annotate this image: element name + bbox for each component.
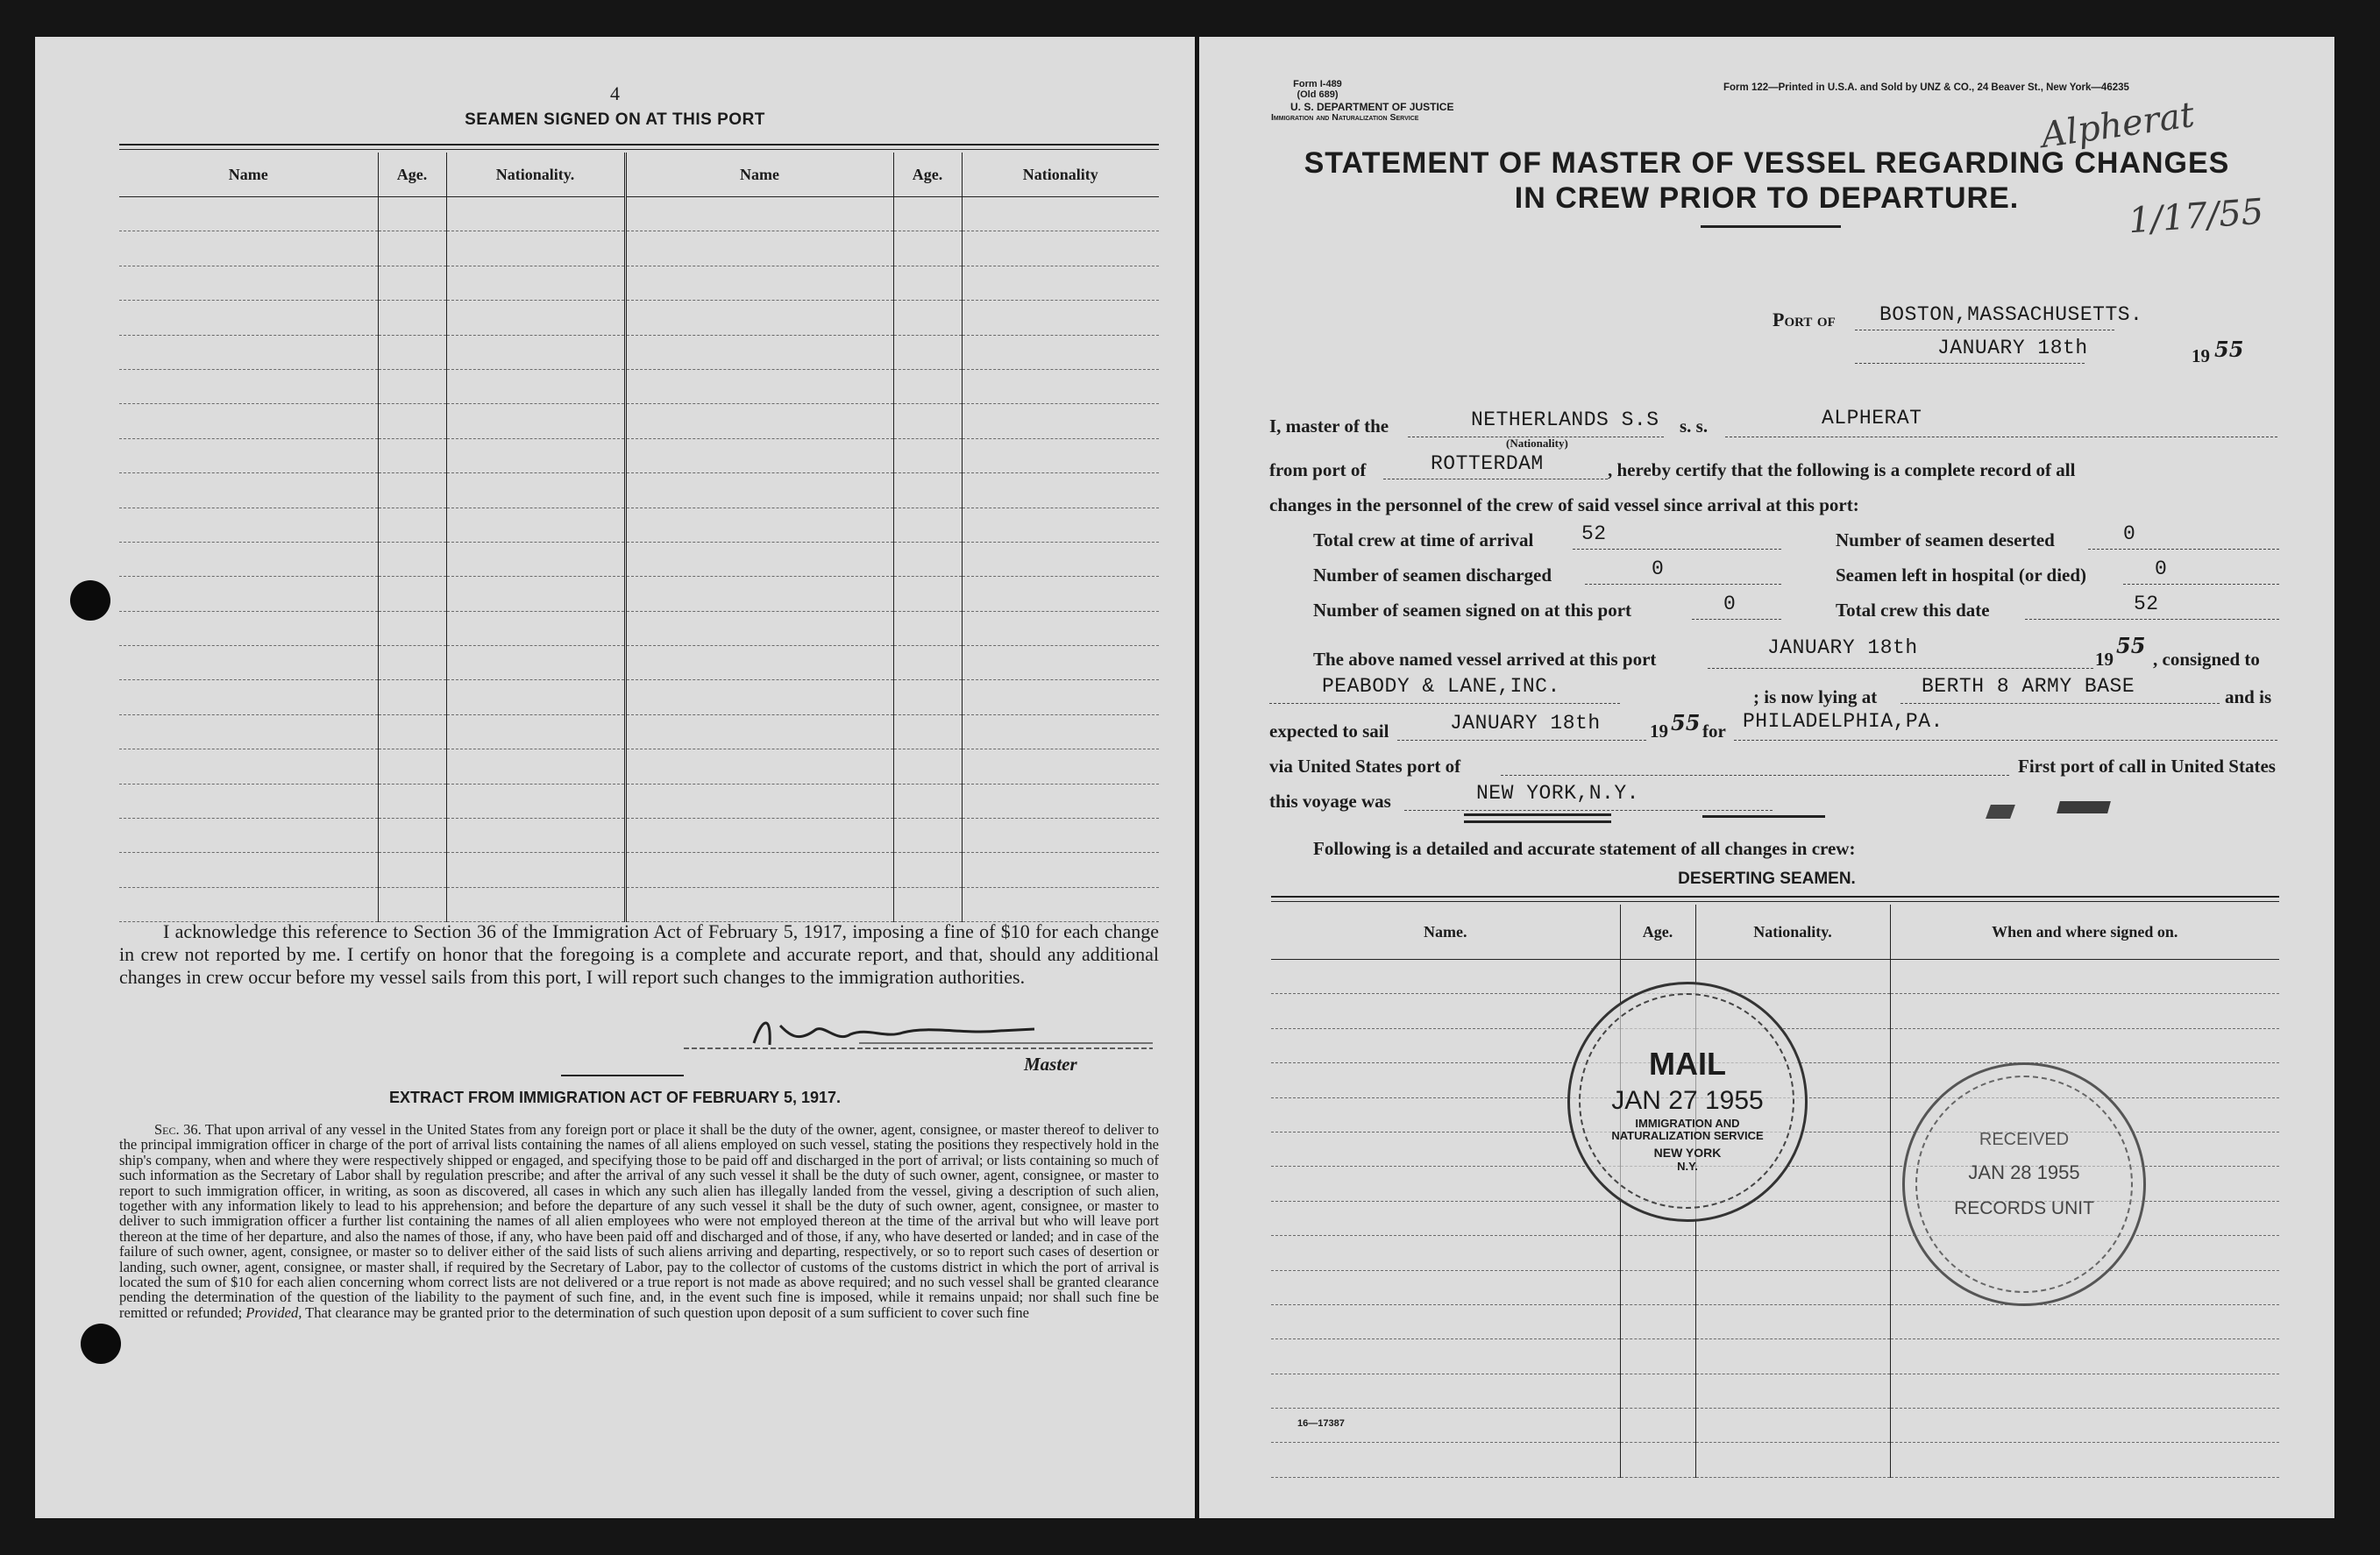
table-cell bbox=[962, 301, 1159, 335]
form-title-line2: IN CREW PRIOR TO DEPARTURE. bbox=[1514, 181, 2020, 215]
stamp-date: JAN 27 1955 bbox=[1611, 1086, 1764, 1115]
table-cell bbox=[1695, 1236, 1890, 1270]
table-cell bbox=[893, 438, 962, 472]
extract-provided: Provided, bbox=[245, 1303, 302, 1321]
table-cell bbox=[378, 714, 446, 749]
table-cell bbox=[625, 577, 893, 611]
table-cell bbox=[119, 197, 378, 231]
table-cell bbox=[378, 197, 446, 231]
table-cell bbox=[625, 508, 893, 542]
table-cell bbox=[625, 335, 893, 369]
extract-tail: That clearance may be granted prior to the determination of such question upon deposit of a sum sufficient to cover such fine bbox=[305, 1303, 1029, 1321]
table-cell bbox=[119, 542, 378, 576]
table-cell bbox=[1271, 1443, 1620, 1477]
table-cell bbox=[378, 231, 446, 266]
table-cell bbox=[893, 369, 962, 403]
port-value: BOSTON,MASSACHUSETTS. bbox=[1879, 303, 2143, 326]
table-cell bbox=[1271, 1236, 1620, 1270]
table-cell bbox=[1271, 960, 1620, 994]
table-cell bbox=[962, 646, 1159, 680]
table-cell bbox=[893, 819, 962, 853]
table-cell bbox=[893, 508, 962, 542]
table-cell bbox=[378, 266, 446, 300]
table-cell bbox=[1695, 1339, 1890, 1374]
arrived-label: The above named vessel arrived at this port bbox=[1313, 649, 1657, 670]
hospital-label: Seamen left in hospital (or died) bbox=[1836, 564, 2087, 586]
arrived-value: JANUARY 18th bbox=[1767, 636, 1918, 659]
handwritten-date: 1/17/55 bbox=[2127, 191, 2265, 242]
col-header: Name. bbox=[1271, 905, 1620, 960]
table-row bbox=[119, 231, 1159, 266]
table-cell bbox=[625, 714, 893, 749]
table-cell bbox=[1271, 1028, 1620, 1062]
table-cell bbox=[446, 335, 625, 369]
table-row bbox=[119, 369, 1159, 403]
table-cell bbox=[446, 784, 625, 818]
table-cell bbox=[625, 680, 893, 714]
table-cell bbox=[119, 266, 378, 300]
left-page bbox=[35, 37, 1195, 1518]
table-cell bbox=[119, 646, 378, 680]
table-cell bbox=[625, 611, 893, 645]
table-cell bbox=[893, 646, 962, 680]
table-cell bbox=[378, 680, 446, 714]
table-cell bbox=[446, 646, 625, 680]
table-cell bbox=[962, 266, 1159, 300]
table-row bbox=[119, 508, 1159, 542]
table-cell bbox=[446, 542, 625, 576]
table-cell bbox=[893, 301, 962, 335]
table-cell bbox=[378, 784, 446, 818]
deserted-label: Number of seamen deserted bbox=[1836, 529, 2055, 550]
col-header: Age. bbox=[893, 153, 962, 197]
table-cell bbox=[1620, 1304, 1695, 1338]
table-cell bbox=[962, 542, 1159, 576]
table-cell bbox=[962, 404, 1159, 438]
table-cell bbox=[119, 714, 378, 749]
table-cell bbox=[625, 819, 893, 853]
table-cell bbox=[625, 231, 893, 266]
table-cell bbox=[962, 819, 1159, 853]
table-row bbox=[119, 266, 1159, 300]
table-cell bbox=[446, 369, 625, 403]
extract-body: That upon arrival of any vessel in the United States from any foreign port or place it shall be the duty of the owner, agent, consignee, or master thereof to deliver to the principal immigration officer in charge of the port of arrival lists containing the names of all aliens employed on such vessel, stating the positions they respectively hold in the ship's company, when and where they were respectively shipped or engaged, and specifying those to be paid off and discharged in the port of arrival; or lists containing so much of such information as the Secretary of Labor shall by regulation prescribe; and after the arrival of any such vessel it shall be the duty of such owner, agent, consignee, or master to report to such immigration officer, in writing, as soon as discovered, all cases in which any such alien has illegally landed from the vessel, giving a description of such alien, together with any information likely to lead to his apprehension; and before the departure of any such vessel it shall be the duty of such owner, agent, consignee, or master to deliver to such immigration officer a further list containing the names of all alien employees who were not employed thereon at the time of the arrival but who will leave port thereon at the time of her departure, and also the names of those, if any, who have been paid off and discharged and of those, if any, who have deserted or landed; and in case of the failure of such owner, agent, consignee, or master so to deliver either of the said lists of such aliens arriving and departing, respectively, or so to report such cases of desertion or landing, such owner, agent, consignee, or master shall, if required by the Secretary of Labor, pay to the collector of customs of the customs district in which the port of arrival is located the sum of $10 for each alien concerning whom correct lists are not delivered or a true report is not made as above required; and no such vessel shall be granted clearance pending the determination of the question of the liability to the payment of such fine, and, in the event such fine is imposed, while it remains unpaid; nor shall such fine be remitted or refunded; bbox=[119, 1121, 1159, 1321]
table-cell bbox=[378, 508, 446, 542]
table-cell bbox=[446, 473, 625, 508]
table-cell bbox=[1620, 1374, 1695, 1408]
table-cell bbox=[446, 887, 625, 921]
table-row bbox=[119, 404, 1159, 438]
table-cell bbox=[378, 473, 446, 508]
title-underline bbox=[1701, 225, 1841, 228]
right-page bbox=[1199, 37, 2334, 1518]
stamp-mail: MAIL bbox=[1649, 1046, 1726, 1082]
table-cell bbox=[962, 508, 1159, 542]
table-cell bbox=[378, 611, 446, 645]
table-cell bbox=[893, 335, 962, 369]
table-cell bbox=[119, 508, 378, 542]
table-cell bbox=[378, 438, 446, 472]
table-cell bbox=[625, 887, 893, 921]
table-cell bbox=[625, 542, 893, 576]
table-row bbox=[119, 542, 1159, 576]
signed-on-value: 0 bbox=[1723, 593, 1737, 615]
total-crew-arrival-label: Total crew at time of arrival bbox=[1313, 529, 1534, 550]
table-cell bbox=[446, 508, 625, 542]
arrived-year: 55 bbox=[2116, 633, 2146, 658]
expected-value: JANUARY 18th bbox=[1450, 712, 1601, 735]
ink-smudge bbox=[1986, 805, 2015, 819]
table-cell bbox=[1890, 960, 2279, 994]
table-cell bbox=[1271, 1270, 1620, 1304]
table-cell bbox=[119, 438, 378, 472]
table-cell bbox=[962, 887, 1159, 921]
voyage-strike bbox=[1702, 815, 1825, 818]
discharged-label: Number of seamen discharged bbox=[1313, 564, 1552, 586]
table-row bbox=[119, 819, 1159, 853]
table-cell bbox=[119, 784, 378, 818]
col-header: Name bbox=[119, 153, 378, 197]
col-header: Nationality. bbox=[1695, 905, 1890, 960]
form-title-line1: STATEMENT OF MASTER OF VESSEL REGARDING CHANGES bbox=[1304, 146, 2230, 180]
table-cell bbox=[446, 853, 625, 887]
table-cell bbox=[1890, 1409, 2279, 1443]
table-row bbox=[119, 335, 1159, 369]
table-cell bbox=[625, 749, 893, 784]
table-cell bbox=[1271, 1167, 1620, 1201]
table-row bbox=[119, 197, 1159, 231]
table-cell bbox=[119, 853, 378, 887]
table-cell bbox=[446, 749, 625, 784]
table-cell bbox=[893, 749, 962, 784]
table-cell bbox=[893, 887, 962, 921]
table-cell bbox=[893, 266, 962, 300]
table-cell bbox=[1271, 1132, 1620, 1166]
table-cell bbox=[446, 714, 625, 749]
table-cell bbox=[446, 438, 625, 472]
table-cell bbox=[893, 680, 962, 714]
table-cell bbox=[378, 301, 446, 335]
table-row bbox=[119, 680, 1159, 714]
section-title: SEAMEN SIGNED ON AT THIS PORT bbox=[465, 110, 765, 129]
table-cell bbox=[119, 231, 378, 266]
table-cell bbox=[446, 680, 625, 714]
and-is-label: and is bbox=[2225, 686, 2272, 707]
table-row bbox=[119, 438, 1159, 472]
table-row bbox=[1271, 1339, 2279, 1374]
table-top-rule-2 bbox=[1271, 901, 2279, 902]
table-cell bbox=[1271, 1339, 1620, 1374]
table-cell bbox=[1620, 1236, 1695, 1270]
table-cell bbox=[378, 369, 446, 403]
table-cell bbox=[625, 853, 893, 887]
master-of-label: I, master of the bbox=[1269, 415, 1389, 437]
date-value: JANUARY 18th bbox=[1937, 337, 2088, 359]
table-cell bbox=[378, 335, 446, 369]
voyage-label: this voyage was bbox=[1269, 791, 1391, 812]
table-cell bbox=[378, 749, 446, 784]
service: Immigration and Naturalization Service bbox=[1271, 112, 1419, 123]
stamp-city: NEW YORK bbox=[1653, 1146, 1722, 1160]
voyage-value: NEW YORK,N.Y. bbox=[1476, 782, 1639, 805]
table-row bbox=[119, 887, 1159, 921]
signed-on-label: Number of seamen signed on at this port bbox=[1313, 600, 1632, 621]
table-cell bbox=[446, 197, 625, 231]
table-cell bbox=[446, 819, 625, 853]
table-cell bbox=[893, 197, 962, 231]
table-cell bbox=[625, 473, 893, 508]
table-cell bbox=[625, 646, 893, 680]
table-cell bbox=[893, 404, 962, 438]
port-label: Port of bbox=[1773, 309, 1836, 330]
table-cell bbox=[962, 577, 1159, 611]
ink-smudge bbox=[2057, 801, 2111, 813]
table-cell bbox=[962, 749, 1159, 784]
total-crew-date-label: Total crew this date bbox=[1836, 600, 1990, 621]
nationality-value: NETHERLANDS S.S bbox=[1471, 408, 1659, 431]
table-cell bbox=[1620, 1409, 1695, 1443]
table-cell bbox=[625, 266, 893, 300]
table-cell bbox=[893, 714, 962, 749]
table-cell bbox=[625, 404, 893, 438]
table-top-rule bbox=[1271, 896, 2279, 898]
year-prefix: 19 bbox=[2095, 649, 2114, 670]
table-cell bbox=[1620, 1339, 1695, 1374]
table-row bbox=[1271, 1270, 2279, 1304]
table-cell bbox=[446, 611, 625, 645]
table-row bbox=[119, 749, 1159, 784]
handwritten-vessel: Alpherat bbox=[2038, 94, 2198, 157]
for-label: for bbox=[1702, 721, 1726, 742]
table-cell bbox=[446, 231, 625, 266]
changes-text: changes in the personnel of the crew of said vessel since arrival at this port: bbox=[1269, 494, 1859, 515]
table-cell bbox=[1890, 1443, 2279, 1477]
table-cell bbox=[1271, 1201, 1620, 1235]
master-signature bbox=[649, 1008, 1157, 1061]
lying-label: ; is now lying at bbox=[1753, 686, 1878, 707]
table-cell bbox=[1695, 1409, 1890, 1443]
table-cell bbox=[119, 680, 378, 714]
table-row bbox=[119, 853, 1159, 887]
table-cell bbox=[119, 404, 378, 438]
extract-text bbox=[119, 1122, 1159, 1320]
form-number: Form I-489 bbox=[1293, 79, 1342, 89]
voyage-strike bbox=[1464, 813, 1611, 816]
table-cell bbox=[962, 231, 1159, 266]
punch-hole bbox=[81, 1324, 121, 1364]
consignee-value: PEABODY & LANE,INC. bbox=[1322, 675, 1560, 698]
table-cell bbox=[893, 784, 962, 818]
table-cell bbox=[119, 611, 378, 645]
col-header: Nationality bbox=[962, 153, 1159, 197]
table-cell bbox=[1271, 994, 1620, 1028]
first-port-label: First port of call in United States bbox=[2018, 756, 2276, 777]
year-prefix: 19 bbox=[1650, 721, 1668, 742]
deserting-title: DESERTING SEAMEN. bbox=[1678, 870, 1856, 888]
table-row bbox=[119, 611, 1159, 645]
table-cell bbox=[962, 197, 1159, 231]
extract-title: EXTRACT FROM IMMIGRATION ACT OF FEBRUARY 5, 1917. bbox=[388, 1089, 842, 1106]
year-prefix: 19 bbox=[2192, 345, 2210, 366]
table-cell bbox=[1695, 1304, 1890, 1338]
table-cell bbox=[962, 714, 1159, 749]
signature-label: Master bbox=[1024, 1054, 1077, 1075]
section-label: Sec. 36. bbox=[154, 1121, 202, 1138]
table-cell bbox=[446, 301, 625, 335]
department: U. S. DEPARTMENT OF JUSTICE bbox=[1290, 101, 1454, 113]
col-header: When and where signed on. bbox=[1890, 905, 2279, 960]
total-crew-date-value: 52 bbox=[2134, 593, 2159, 615]
table-row bbox=[119, 646, 1159, 680]
table-cell bbox=[378, 887, 446, 921]
table-cell bbox=[962, 438, 1159, 472]
page-number: 4 bbox=[610, 82, 620, 104]
table-row bbox=[119, 301, 1159, 335]
table-cell bbox=[962, 611, 1159, 645]
table-cell bbox=[893, 231, 962, 266]
table-cell bbox=[962, 369, 1159, 403]
stamp-unit: RECORDS UNIT bbox=[1954, 1198, 2094, 1218]
form-old: (Old 689) bbox=[1297, 89, 1339, 100]
from-port-label: from port of bbox=[1269, 459, 1367, 480]
following-text: Following is a detailed and accurate statement of all changes in crew: bbox=[1313, 838, 1856, 859]
year-value: 55 bbox=[2214, 337, 2244, 362]
table-cell bbox=[893, 542, 962, 576]
expected-year: 55 bbox=[1671, 710, 1701, 735]
received-stamp bbox=[1902, 1062, 2146, 1306]
table-cell bbox=[119, 749, 378, 784]
stamp-agency: IMMIGRATION AND NATURALIZATION SERVICE bbox=[1611, 1117, 1764, 1142]
expected-label: expected to sail bbox=[1269, 721, 1389, 742]
punch-hole bbox=[70, 580, 110, 621]
table-cell bbox=[378, 542, 446, 576]
table-cell bbox=[962, 853, 1159, 887]
table-cell bbox=[1271, 1304, 1620, 1338]
table-cell bbox=[378, 404, 446, 438]
table-row bbox=[1271, 1443, 2279, 1477]
table-cell bbox=[893, 473, 962, 508]
table-cell bbox=[893, 611, 962, 645]
table-cell bbox=[1695, 1374, 1890, 1408]
table-cell bbox=[378, 819, 446, 853]
table-cell bbox=[446, 404, 625, 438]
from-port-value: ROTTERDAM bbox=[1431, 452, 1544, 475]
table-top-rule-2 bbox=[119, 149, 1159, 150]
table-row bbox=[119, 577, 1159, 611]
certify-text: , hereby certify that the following is a complete record of all bbox=[1608, 459, 2076, 480]
table-cell bbox=[962, 473, 1159, 508]
table-cell bbox=[119, 369, 378, 403]
deserted-value: 0 bbox=[2123, 522, 2136, 545]
table-cell bbox=[625, 301, 893, 335]
table-cell bbox=[1271, 1374, 1620, 1408]
for-value: PHILADELPHIA,PA. bbox=[1743, 710, 1943, 733]
table-cell bbox=[625, 438, 893, 472]
lying-value: BERTH 8 ARMY BASE bbox=[1922, 675, 2135, 698]
table-row bbox=[119, 473, 1159, 508]
form-header bbox=[1243, 79, 1392, 100]
col-header: Age. bbox=[1620, 905, 1695, 960]
table-top-rule bbox=[119, 144, 1159, 146]
acknowledgement-text: I acknowledge this reference to Section 36 of the Immigration Act of February 5, 1917, imposing a fine of $10 for each change in crew not reported by me. I certify on honor that the foregoing is a complete and accurate report, and that, should any additional changes in crew occur before my vessel sails from this port, I will report such changes to the immigration authorities. bbox=[119, 920, 1159, 988]
table-cell bbox=[1890, 1339, 2279, 1374]
table-cell bbox=[119, 887, 378, 921]
col-header: Age. bbox=[378, 153, 446, 197]
voyage-strike bbox=[1464, 820, 1611, 823]
table-cell bbox=[378, 577, 446, 611]
table-cell bbox=[893, 853, 962, 887]
table-row bbox=[1271, 960, 2279, 994]
table-cell bbox=[378, 853, 446, 887]
table-cell bbox=[1695, 1443, 1890, 1477]
vessel-value: ALPHERAT bbox=[1822, 407, 1922, 430]
table-cell bbox=[1890, 994, 2279, 1028]
table-row bbox=[1271, 1409, 2279, 1443]
table-cell bbox=[962, 335, 1159, 369]
table-cell bbox=[446, 577, 625, 611]
table-cell bbox=[1890, 1028, 2279, 1062]
hospital-value: 0 bbox=[2155, 557, 2168, 580]
mail-stamp bbox=[1567, 982, 1808, 1222]
footer-code: 16—17387 bbox=[1297, 1418, 1345, 1429]
stamp-state: N.Y. bbox=[1677, 1160, 1698, 1173]
table-cell bbox=[625, 197, 893, 231]
table-row bbox=[1271, 1304, 2279, 1338]
table-cell bbox=[962, 680, 1159, 714]
divider bbox=[561, 1075, 684, 1076]
table-cell bbox=[625, 369, 893, 403]
table-cell bbox=[893, 577, 962, 611]
nationality-caption: (Nationality) bbox=[1506, 437, 1568, 450]
discharged-value: 0 bbox=[1652, 557, 1665, 580]
table-cell bbox=[1620, 1270, 1695, 1304]
table-cell bbox=[962, 784, 1159, 818]
table-header bbox=[1271, 905, 2279, 960]
table-cell bbox=[119, 577, 378, 611]
consigned-label: , consigned to bbox=[2153, 649, 2260, 670]
col-header: Name bbox=[625, 153, 893, 197]
table-cell bbox=[119, 335, 378, 369]
table-header bbox=[119, 153, 1159, 197]
ss-label: s. s. bbox=[1680, 415, 1709, 437]
table-cell bbox=[119, 473, 378, 508]
table-cell bbox=[1695, 1270, 1890, 1304]
table-row bbox=[119, 784, 1159, 818]
table-cell bbox=[1890, 1304, 2279, 1338]
table-row bbox=[119, 714, 1159, 749]
table-cell bbox=[119, 819, 378, 853]
stamp-received: RECEIVED bbox=[1979, 1130, 2070, 1149]
table-row bbox=[1271, 1374, 2279, 1408]
table-cell bbox=[378, 646, 446, 680]
via-label: via United States port of bbox=[1269, 756, 1461, 777]
printer-note: Form 122—Printed in U.S.A. and Sold by UNZ & CO., 24 Beaver St., New York—46235 bbox=[1723, 82, 2129, 93]
table-cell bbox=[119, 301, 378, 335]
stamp-date: JAN 28 1955 bbox=[1968, 1161, 2080, 1183]
table-cell bbox=[1890, 1374, 2279, 1408]
total-crew-arrival-value: 52 bbox=[1581, 522, 1607, 545]
table-cell bbox=[446, 266, 625, 300]
col-header: Nationality. bbox=[446, 153, 625, 197]
seamen-signed-on-table bbox=[119, 153, 1159, 922]
table-cell bbox=[1620, 1443, 1695, 1477]
table-cell bbox=[625, 784, 893, 818]
